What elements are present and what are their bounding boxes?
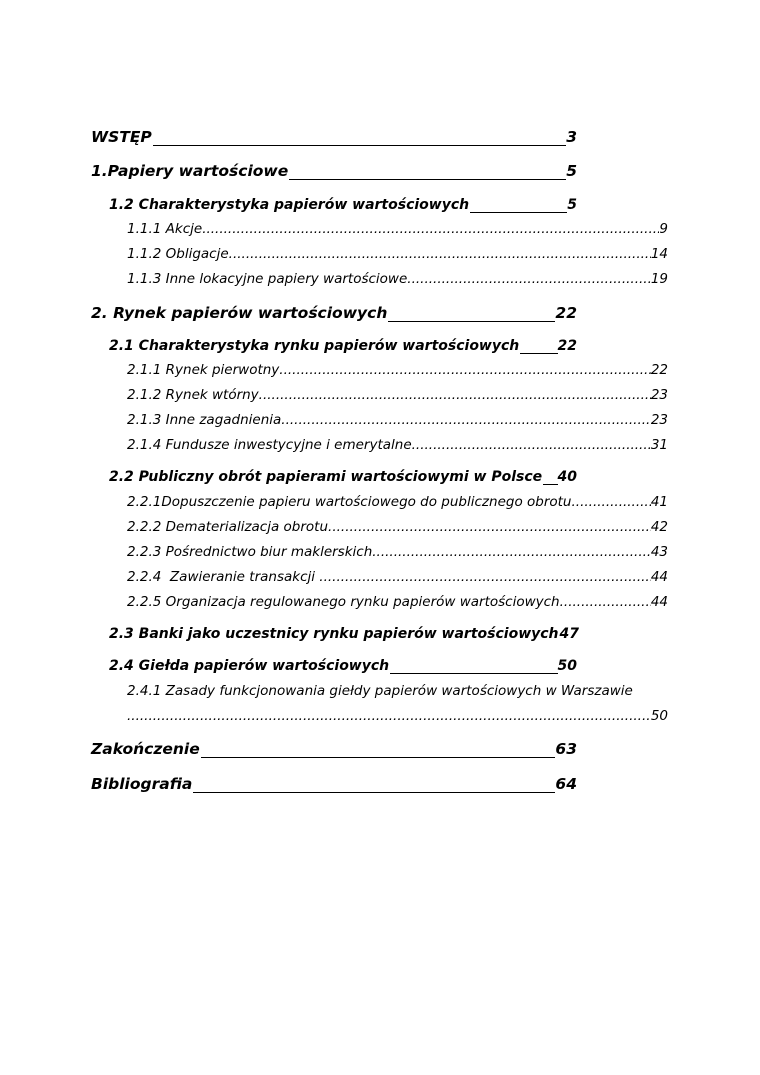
toc-entry-ch1-1-3[interactable]: [127, 271, 668, 291]
toc-page-number: 42: [650, 519, 668, 535]
toc-title: 1.1.2 Obligacje: [127, 246, 229, 262]
toc-leader: [388, 320, 555, 322]
toc-leader: [571, 494, 650, 510]
toc-page-number: 23: [650, 387, 668, 403]
toc-page-number: 9: [659, 221, 668, 237]
toc-page-number: 47: [559, 626, 580, 642]
toc-page-number: 31: [650, 437, 668, 453]
toc-entry-ch1-2[interactable]: [109, 197, 577, 217]
toc-page-number: 22: [650, 362, 668, 378]
toc-entry-ch2-2-1[interactable]: [127, 494, 668, 514]
toc-title: 2.2 Publiczny obrót papierami wartościowymi w Polsce: [109, 469, 543, 485]
toc-entry-ch2-1-4[interactable]: [127, 437, 668, 457]
toc-entry-ch2-2[interactable]: [109, 469, 577, 489]
toc-title: Zakończenie: [91, 740, 200, 758]
toc-title: 2.2.3 Pośrednictwo biur maklerskich: [127, 544, 373, 560]
toc-leader: [289, 178, 566, 180]
toc-leader: [229, 246, 651, 262]
toc-leader: [281, 412, 651, 428]
toc-leader: [193, 791, 555, 793]
toc-page-number: 40: [557, 469, 577, 485]
toc-page-number: 63: [555, 740, 577, 758]
toc-leader: [201, 756, 556, 758]
toc-leader: [279, 362, 651, 378]
toc-title: 1.1.3 Inne lokacyjne papiery wartościowe: [127, 271, 408, 287]
toc-leader: [153, 144, 566, 146]
toc-title: 2.1.2 Rynek wtórny: [127, 387, 259, 403]
toc-title: 1.Papiery wartościowe: [91, 162, 289, 180]
toc-page-number: 3: [566, 128, 577, 146]
toc-title: 2.1.3 Inne zagadnienia: [127, 412, 282, 428]
toc-page-number: 23: [650, 412, 668, 428]
toc-leader: [372, 544, 651, 560]
toc-title: 1.2 Charakterystyka papierów wartościowych: [109, 197, 470, 213]
toc-entry-ch2-2-2[interactable]: [127, 519, 668, 539]
toc-entry-zakonczenie[interactable]: [91, 740, 577, 762]
toc-title: 2. Rynek papierów wartościowych: [91, 304, 388, 322]
toc-entry-ch2[interactable]: [91, 304, 577, 326]
toc-leader: [390, 672, 557, 674]
toc-leader: [412, 437, 651, 453]
toc-title: 2.1 Charakterystyka rynku papierów wartościowych: [109, 338, 520, 354]
toc-title: 2.4 Giełda papierów wartościowych: [109, 658, 390, 674]
toc-entry-ch2-3[interactable]: [109, 626, 580, 646]
toc-leader: [202, 221, 659, 237]
toc-entry-ch2-4-1-leader[interactable]: [127, 708, 668, 728]
toc-leader: [407, 271, 651, 287]
toc-leader: [560, 594, 651, 610]
toc-title: 2.2.5 Organizacja regulowanego rynku papierów wartościowych: [127, 594, 560, 610]
toc-page-number: 14: [650, 246, 668, 262]
toc-page-number: 43: [650, 544, 668, 560]
toc-page-number: 64: [555, 775, 577, 793]
toc-leader: [470, 211, 567, 213]
toc-page-number: 22: [557, 338, 577, 354]
toc-entry-ch2-1-3[interactable]: [127, 412, 668, 432]
toc-leader: [127, 708, 651, 724]
toc-entry-ch1-1-2[interactable]: [127, 246, 668, 266]
toc-entry-wstep[interactable]: [91, 128, 577, 150]
toc-entry-bibliografia[interactable]: [91, 775, 577, 797]
toc-leader: [328, 519, 651, 535]
toc-page-number: 44: [650, 569, 668, 585]
toc-title: 2.4.1 Zasady funkcjonowania giełdy papierów wartościowych w Warszawie: [127, 683, 633, 699]
toc-entry-ch1-1-1[interactable]: [127, 221, 668, 241]
toc-entry-ch2-1-1[interactable]: [127, 362, 668, 382]
toc-entry-ch1[interactable]: [91, 162, 577, 184]
toc-title: 2.2.1Dopuszczenie papieru wartościowego do publicznego obrotu: [127, 494, 572, 510]
toc-leader: [520, 352, 557, 354]
toc-page-number: 19: [650, 271, 668, 287]
toc-entry-ch2-4[interactable]: [109, 658, 577, 678]
toc-page-number: 22: [555, 304, 577, 322]
toc-title: 2.1.4 Fundusze inwestycyjne i emerytalne: [127, 437, 412, 453]
toc-page-number: 41: [650, 494, 668, 510]
toc-title: 2.3 Banki jako uczestnicy rynku papierów wartościowych: [109, 626, 559, 642]
toc-leader: [259, 387, 651, 403]
toc-title: 2.2.4 Zawieranie transakcji: [127, 569, 320, 585]
toc-entry-ch2-4-1-title[interactable]: [127, 683, 668, 703]
toc-page-number: 50: [650, 708, 668, 724]
toc-entry-ch2-2-3[interactable]: [127, 544, 668, 564]
toc-title: 2.2.2 Dematerializacja obrotu: [127, 519, 329, 535]
toc-page-number: 5: [567, 197, 577, 213]
toc-leader: [319, 569, 651, 585]
toc-title: Bibliografia: [91, 775, 193, 793]
toc-title: WSTĘP: [91, 128, 152, 146]
toc-entry-ch2-2-4[interactable]: [127, 569, 668, 589]
toc-title: 2.1.1 Rynek pierwotny: [127, 362, 280, 378]
toc-leader: [543, 483, 557, 485]
toc-entry-ch2-2-5[interactable]: [127, 594, 668, 614]
toc-entry-ch2-1[interactable]: [109, 338, 577, 358]
toc-page-number: 5: [566, 162, 577, 180]
toc-title: 1.1.1 Akcje: [127, 221, 203, 237]
toc-page-number: 50: [557, 658, 577, 674]
toc-entry-ch2-1-2[interactable]: [127, 387, 668, 407]
toc-page-number: 44: [650, 594, 668, 610]
